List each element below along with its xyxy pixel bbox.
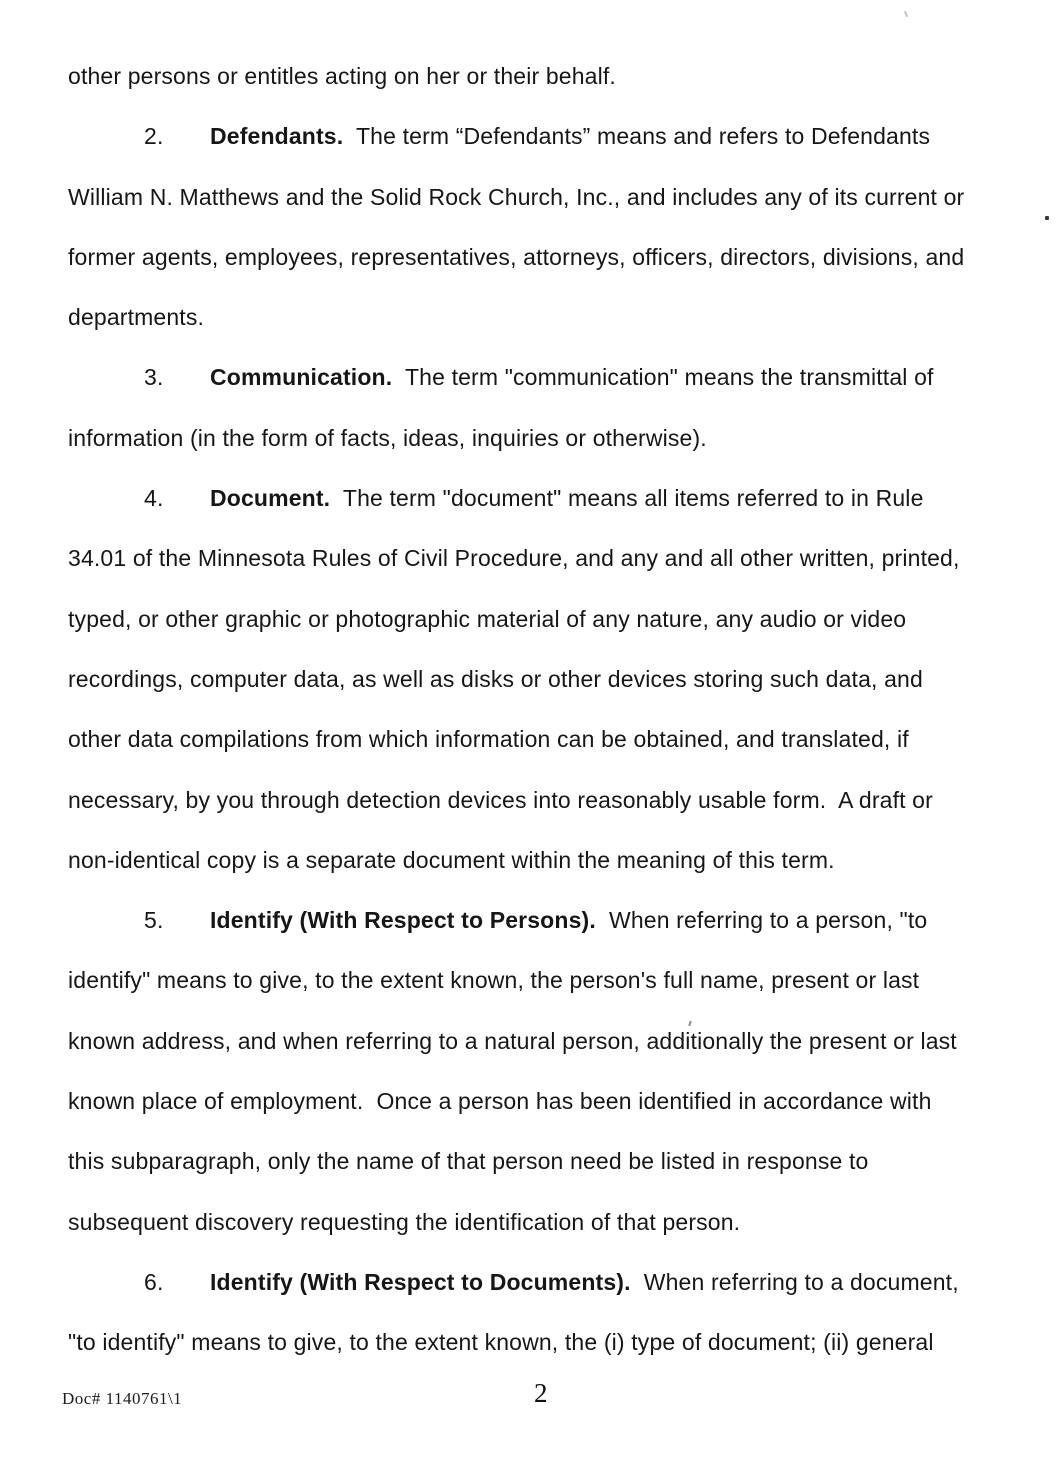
paragraph-number: 4. (144, 485, 164, 512)
text-run: "to identify" means to give, to the extent known, the (i) type of document; (ii) general (68, 1329, 934, 1356)
text-line (68, 1071, 1048, 1131)
text-run: this subparagraph, only the name of that person need be listed in response to (68, 1148, 869, 1175)
text-line (68, 770, 1048, 830)
text-line (68, 589, 1048, 649)
text-line (68, 46, 1048, 106)
paragraph-number: 3. (144, 364, 164, 391)
text-run: necessary, by you through detection devices into reasonably usable form. A draft or (68, 786, 933, 813)
text-run: The term "document" means all items referred to in Rule (330, 485, 924, 512)
text-line (68, 347, 1048, 407)
text-run: When referring to a person, "to (595, 907, 928, 934)
text-line (68, 1192, 1048, 1252)
text-run: 34.01 of the Minnesota Rules of Civil Procedure, and any and all other written, printed, (68, 545, 960, 572)
text-line (68, 468, 1048, 528)
text-run: known address, and when referring to a natural person, additionally the present or last (68, 1027, 957, 1054)
defined-term: Document. (210, 485, 331, 512)
text-run: former agents, employees, representatives, attorneys, officers, directors, divisions, and (68, 243, 965, 270)
text-line (68, 167, 1048, 227)
footer-page-number: 2 (534, 1378, 548, 1408)
defined-term: Communication. (210, 364, 393, 391)
defined-term: Identify (With Respect to Documents). (210, 1268, 631, 1295)
text-run: When referring to a document, (630, 1268, 959, 1295)
text-line (68, 1252, 1048, 1312)
text-line (68, 1131, 1048, 1191)
text-run: known place of employment. Once a person has been identified in accordance with (68, 1088, 932, 1115)
text-line (68, 709, 1048, 769)
text-line (68, 287, 1048, 347)
text-line (68, 528, 1048, 588)
text-run: other persons or entitles acting on her or their behalf. (68, 63, 616, 89)
scan-speck (904, 11, 908, 17)
text-run: non-identical copy is a separate document within the meaning of this term. (68, 846, 835, 873)
text-run: departments. (68, 304, 205, 331)
text-line (68, 1011, 1048, 1071)
footer-doc-number: Doc# 1140761\1 (62, 1389, 183, 1408)
text-line (68, 227, 1048, 287)
paragraph-number: 5. (144, 907, 164, 934)
text-line (68, 830, 1048, 890)
text-line (68, 950, 1048, 1010)
defined-term: Defendants. (210, 123, 344, 150)
text-run: subsequent discovery requesting the identification of that person. (68, 1208, 741, 1235)
text-run: identify" means to give, to the extent known, the person's full name, present or last (68, 967, 920, 994)
text-run: The term “Defendants” means and refers to Defendants (343, 123, 931, 150)
text-line (68, 890, 1048, 950)
defined-term: Identify (With Respect to Persons). (210, 907, 596, 934)
text-line (68, 408, 1048, 468)
scan-speck (1045, 216, 1049, 220)
text-run: typed, or other graphic or photographic material of any nature, any audio or video (68, 605, 907, 632)
text-line (68, 1312, 1048, 1372)
text-run: other data compilations from which information can be obtained, and translated, if (68, 726, 909, 753)
paragraph-number: 6. (144, 1268, 164, 1295)
paragraph-number: 2. (144, 123, 164, 150)
document-body (68, 46, 1048, 1373)
text-line (68, 649, 1048, 709)
text-line (68, 106, 1048, 166)
text-run: William N. Matthews and the Solid Rock Church, Inc., and includes any of its current or (68, 183, 965, 210)
text-run: information (in the form of facts, ideas, inquiries or otherwise). (68, 424, 707, 451)
text-run: recordings, computer data, as well as disks or other devices storing such data, and (68, 665, 923, 692)
text-run: The term "communication" means the transmittal of (392, 364, 934, 391)
